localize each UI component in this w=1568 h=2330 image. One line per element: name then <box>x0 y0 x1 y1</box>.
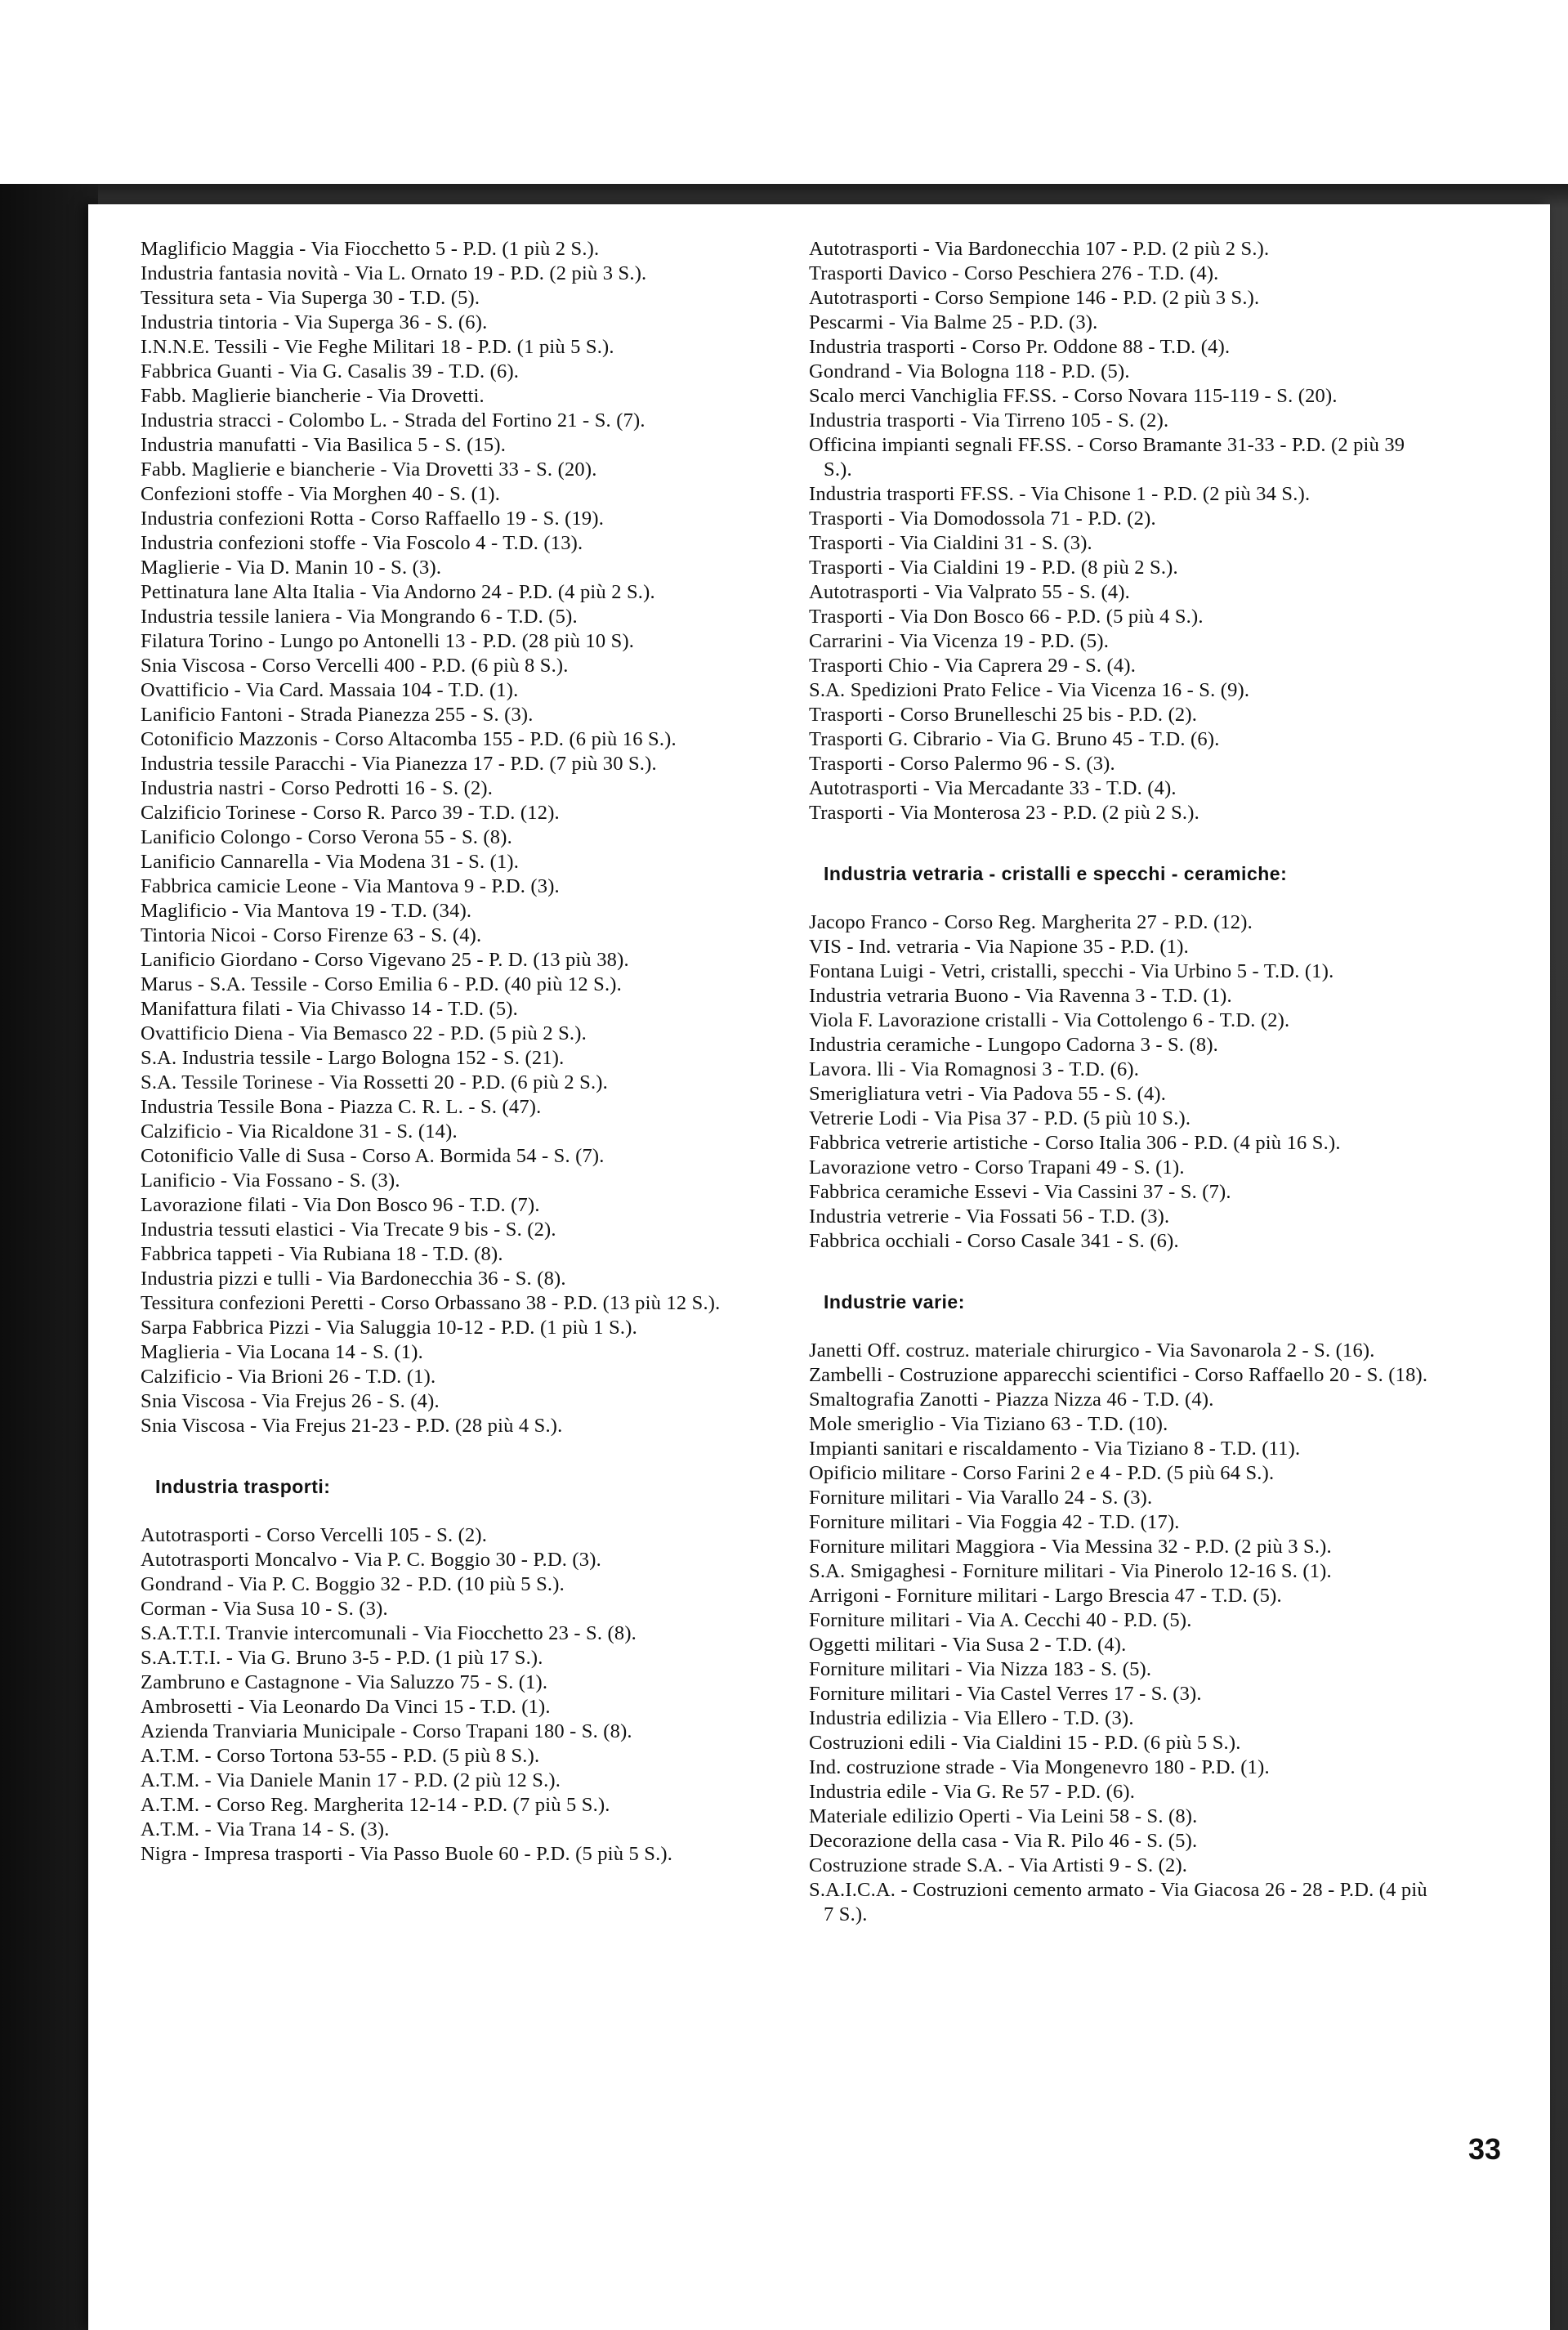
list-item: Maglificio Maggia - Via Fiocchetto 5 - P.D. (1 più 2 S.). <box>141 238 600 260</box>
document-sheet <box>88 204 1550 2330</box>
list-item: Maglieria - Via Locana 14 - S. (1). <box>141 1341 423 1363</box>
list-item: Filatura Torino - Lungo po Antonelli 13 - P.D. (28 più 10 S). <box>141 630 635 652</box>
list-item: Nigra - Impresa trasporti - Via Passo Buole 60 - P.D. (5 più 5 S.). <box>141 1843 673 1865</box>
list-item: Forniture militari - Via Foggia 42 - T.D. (17). <box>809 1511 1180 1533</box>
list-item: Industria confezioni stoffe - Via Foscolo 4 - T.D. (13). <box>141 532 583 554</box>
misc-entry-list <box>809 1339 1438 1927</box>
list-item: Autotrasporti - Via Mercadante 33 - T.D. (4). <box>809 777 1177 799</box>
list-item: S.A.I.C.A. - Costruzioni cemento armato - Via Giacosa 26 - 28 - P.D. (4 più 7 S.). <box>809 1879 1427 1925</box>
list-item: Ambrosetti - Via Leonardo Da Vinci 15 - T.D. (1). <box>141 1696 551 1718</box>
list-item: Lanificio - Via Fossano - S. (3). <box>141 1169 400 1192</box>
list-item: Officina impianti segnali FF.SS. - Corso Bramante 31-33 - P.D. (2 più 39 S.). <box>809 434 1405 481</box>
list-item: Industria ceramiche - Lungopo Cadorna 3 - S. (8). <box>809 1034 1219 1056</box>
list-item: Ind. costruzione strade - Via Mongenevro 180 - P.D. (1). <box>809 1756 1270 1778</box>
transport-entry-list <box>141 1523 770 1867</box>
glass-entry-list <box>809 910 1438 1254</box>
list-item: Azienda Tranviaria Municipale - Corso Trapani 180 - S. (8). <box>141 1720 632 1742</box>
list-item: Scalo merci Vanchiglia FF.SS. - Corso Novara 115-119 - S. (20). <box>809 385 1338 407</box>
list-item: Confezioni stoffe - Via Morghen 40 - S. (1). <box>141 483 501 505</box>
list-item: Viola F. Lavorazione cristalli - Via Cottolengo 6 - T.D. (2). <box>809 1009 1290 1031</box>
list-item: Industria confezioni Rotta - Corso Raffaello 19 - S. (19). <box>141 508 605 530</box>
list-item: Industria tessile Paracchi - Via Pianezza 17 - P.D. (7 più 30 S.). <box>141 753 657 775</box>
list-item: S.A. Spedizioni Prato Felice - Via Vicenza 16 - S. (9). <box>809 679 1250 701</box>
scan-left-edge <box>0 184 98 2330</box>
list-item: Industria trasporti - Corso Pr. Oddone 88 - T.D. (4). <box>809 336 1231 358</box>
list-item: Vetrerie Lodi - Via Pisa 37 - P.D. (5 più 10 S.). <box>809 1107 1191 1129</box>
list-item: Gondrand - Via P. C. Boggio 32 - P.D. (10 più 5 S.). <box>141 1573 565 1595</box>
list-item: Lavora. lli - Via Romagnosi 3 - T.D. (6). <box>809 1058 1140 1080</box>
list-item: Trasporti - Via Domodossola 71 - P.D. (2). <box>809 508 1156 530</box>
list-item: Industria vetrerie - Via Fossati 56 - T.D. (3). <box>809 1205 1170 1228</box>
list-item: Lanificio Cannarella - Via Modena 31 - S. (1). <box>141 851 520 873</box>
list-item: Pettinatura lane Alta Italia - Via Andorno 24 - P.D. (4 più 2 S.). <box>141 581 655 603</box>
list-item: Costruzioni edili - Via Cialdini 15 - P.D. (6 più 5 S.). <box>809 1732 1241 1754</box>
list-item: Trasporti - Corso Palermo 96 - S. (3). <box>809 753 1115 775</box>
list-item: Tessitura confezioni Peretti - Corso Orbassano 38 - P.D. (13 più 12 S.). <box>141 1292 721 1314</box>
list-item: Trasporti - Corso Brunelleschi 25 bis - P.D. (2). <box>809 704 1198 726</box>
list-item: Industria Tessile Bona - Piazza C. R. L. - S. (47). <box>141 1096 542 1118</box>
list-item: Marus - S.A. Tessile - Corso Emilia 6 - P.D. (40 più 12 S.). <box>141 973 622 995</box>
list-item: A.T.M. - Via Daniele Manin 17 - P.D. (2 più 12 S.). <box>141 1769 561 1791</box>
list-item: Corman - Via Susa 10 - S. (3). <box>141 1598 388 1620</box>
list-item: Snia Viscosa - Via Frejus 26 - S. (4). <box>141 1390 440 1412</box>
list-item: Fabbrica camicie Leone - Via Mantova 9 - P.D. (3). <box>141 875 560 897</box>
list-item: Calzificio - Via Ricaldone 31 - S. (14). <box>141 1120 458 1143</box>
list-item: Fabbrica Guanti - Via G. Casalis 39 - T.D. (6). <box>141 360 520 382</box>
list-item: Costruzione strade S.A. - Via Artisti 9 - S. (2). <box>809 1854 1188 1876</box>
list-item: Cotonificio Valle di Susa - Corso A. Bormida 54 - S. (7). <box>141 1145 605 1167</box>
list-item: S.A. Industria tessile - Largo Bologna 152 - S. (21). <box>141 1047 565 1069</box>
list-item: Ovattificio Diena - Via Bemasco 22 - P.D. (5 più 2 S.). <box>141 1022 587 1044</box>
list-item: Industria vetraria Buono - Via Ravenna 3 - T.D. (1). <box>809 985 1232 1007</box>
right-column <box>809 237 1438 1927</box>
list-item: Arrigoni - Forniture militari - Largo Brescia 47 - T.D. (5). <box>809 1585 1282 1607</box>
list-item: Autotrasporti - Corso Sempione 146 - P.D. (2 più 3 S.). <box>809 287 1260 309</box>
page-number: 33 <box>1467 2132 1501 2166</box>
list-item: Snia Viscosa - Corso Vercelli 400 - P.D. (6 più 8 S.). <box>141 655 569 677</box>
list-item: Fabb. Maglierie e biancherie - Via Drovetti 33 - S. (20). <box>141 458 597 481</box>
list-item: Industria manufatti - Via Basilica 5 - S. (15). <box>141 434 507 456</box>
list-item: Ovattificio - Via Card. Massaia 104 - T.D. (1). <box>141 679 519 701</box>
section-heading-misc: Industrie varie: <box>824 1291 965 1313</box>
left-column <box>141 237 770 1867</box>
list-item: Lanificio Giordano - Corso Vigevano 25 - P. D. (13 più 38). <box>141 949 629 971</box>
list-item: Fabbrica tappeti - Via Rubiana 18 - T.D. (8). <box>141 1243 503 1265</box>
list-item: Snia Viscosa - Via Frejus 21-23 - P.D. (28 più 4 S.). <box>141 1415 563 1437</box>
list-item: A.T.M. - Via Trana 14 - S. (3). <box>141 1818 390 1840</box>
section-heading-transport: Industria trasporti: <box>155 1476 331 1497</box>
list-item: Cotonificio Mazzonis - Corso Altacomba 155 - P.D. (6 più 16 S.). <box>141 728 677 750</box>
list-item: Sarpa Fabbrica Pizzi - Via Saluggia 10-12 - P.D. (1 più 1 S.). <box>141 1317 637 1339</box>
list-item: Lanificio Fantoni - Strada Pianezza 255 - S. (3). <box>141 704 534 726</box>
list-item: I.N.N.E. Tessili - Vie Feghe Militari 18 - P.D. (1 più 5 S.). <box>141 336 614 358</box>
list-item: Manifattura filati - Via Chivasso 14 - T.D. (5). <box>141 998 518 1020</box>
list-item: Trasporti Chio - Via Caprera 29 - S. (4). <box>809 655 1137 677</box>
list-item: Fontana Luigi - Vetri, cristalli, specchi - Via Urbino 5 - T.D. (1). <box>809 960 1334 982</box>
list-item: Industria tessuti elastici - Via Trecate 9 bis - S. (2). <box>141 1219 556 1241</box>
list-item: Industria edile - Via G. Re 57 - P.D. (6). <box>809 1781 1136 1803</box>
list-item: Fabbrica vetrerie artistiche - Corso Italia 306 - P.D. (4 più 16 S.). <box>809 1132 1341 1154</box>
list-item: A.T.M. - Corso Tortona 53-55 - P.D. (5 più 8 S.). <box>141 1745 540 1767</box>
list-item: S.A.T.T.I. Tranvie intercomunali - Via Fiocchetto 23 - S. (8). <box>141 1622 637 1644</box>
list-item: Industria tessile laniera - Via Mongrando 6 - T.D. (5). <box>141 606 578 628</box>
list-item: Autotrasporti - Via Bardonecchia 107 - P.D. (2 più 2 S.). <box>809 238 1270 260</box>
list-item: Zambelli - Costruzione apparecchi scientifici - Corso Raffaello 20 - S. (18). <box>809 1364 1428 1386</box>
list-item: Trasporti - Via Cialdini 31 - S. (3). <box>809 532 1092 554</box>
list-item: Impianti sanitari e riscaldamento - Via Tiziano 8 - T.D. (11). <box>809 1438 1301 1460</box>
list-item: VIS - Ind. vetraria - Via Napione 35 - P.D. (1). <box>809 936 1189 958</box>
list-item: Oggetti militari - Via Susa 2 - T.D. (4). <box>809 1634 1127 1656</box>
list-item: Trasporti Davico - Corso Peschiera 276 - T.D. (4). <box>809 262 1219 284</box>
list-item: Industria pizzi e tulli - Via Bardonecchia 36 - S. (8). <box>141 1268 566 1290</box>
section-heading-glass: Industria vetraria - cristalli e specchi - ceramiche: <box>824 863 1288 884</box>
list-item: Lavorazione filati - Via Don Bosco 96 - T.D. (7). <box>141 1194 540 1216</box>
list-item: Carrarini - Via Vicenza 19 - P.D. (5). <box>809 630 1110 652</box>
list-item: Smaltografia Zanotti - Piazza Nizza 46 - T.D. (4). <box>809 1389 1214 1411</box>
list-item: Pescarmi - Via Balme 25 - P.D. (3). <box>809 311 1098 333</box>
list-item: Industria tintoria - Via Superga 36 - S. (6). <box>141 311 488 333</box>
list-item: Lanificio Colongo - Corso Verona 55 - S. (8). <box>141 826 512 848</box>
list-item: Calzificio Torinese - Corso R. Parco 39 - T.D. (12). <box>141 802 560 824</box>
list-item: Zambruno e Castagnone - Via Saluzzo 75 - S. (1). <box>141 1671 548 1693</box>
list-item: Autotrasporti Moncalvo - Via P. C. Boggio 30 - P.D. (3). <box>141 1549 601 1571</box>
list-item: Smerigliatura vetri - Via Padova 55 - S. (4). <box>809 1083 1167 1105</box>
list-item: Fabbrica occhiali - Corso Casale 341 - S. (6). <box>809 1230 1179 1252</box>
list-item: Industria trasporti FF.SS. - Via Chisone 1 - P.D. (2 più 34 S.). <box>809 483 1311 505</box>
list-item: Calzificio - Via Brioni 26 - T.D. (1). <box>141 1366 436 1388</box>
list-item: Materiale edilizio Operti - Via Leini 58 - S. (8). <box>809 1805 1198 1827</box>
list-item: Forniture militari - Via A. Cecchi 40 - P.D. (5). <box>809 1609 1192 1631</box>
list-item: Janetti Off. costruz. materiale chirurgico - Via Savonarola 2 - S. (16). <box>809 1339 1375 1362</box>
list-item: Autotrasporti - Via Valprato 55 - S. (4). <box>809 581 1130 603</box>
list-item: Lavorazione vetro - Corso Trapani 49 - S. (1). <box>809 1156 1185 1178</box>
list-item: Trasporti - Via Monterosa 23 - P.D. (2 più 2 S.). <box>809 802 1199 824</box>
transport-entry-list-continued <box>809 237 1438 825</box>
list-item: Tessitura seta - Via Superga 30 - T.D. (5). <box>141 287 480 309</box>
list-item: Fabb. Maglierie biancherie - Via Drovetti. <box>141 385 485 407</box>
list-item: Forniture militari - Via Varallo 24 - S. (3). <box>809 1487 1153 1509</box>
list-item: Industria fantasia novità - Via L. Ornato 19 - P.D. (2 più 3 S.). <box>141 262 647 284</box>
list-item: A.T.M. - Corso Reg. Margherita 12-14 - P.D. (7 più 5 S.). <box>141 1794 610 1816</box>
list-item: Mole smeriglio - Via Tiziano 63 - T.D. (10). <box>809 1413 1168 1435</box>
list-item: S.A.T.T.I. - Via G. Bruno 3-5 - P.D. (1 più 17 S.). <box>141 1647 543 1669</box>
list-item: Trasporti - Via Don Bosco 66 - P.D. (5 più 4 S.). <box>809 606 1204 628</box>
left-entry-list <box>141 237 770 1438</box>
list-item: S.A. Smigaghesi - Forniture militari - Via Pinerolo 12-16 S. (1). <box>809 1560 1332 1582</box>
list-item: Forniture militari Maggiora - Via Messina 32 - P.D. (2 più 3 S.). <box>809 1536 1332 1558</box>
list-item: Trasporti G. Cibrario - Via G. Bruno 45 - T.D. (6). <box>809 728 1220 750</box>
list-item: Trasporti - Via Cialdini 19 - P.D. (8 più 2 S.). <box>809 557 1178 579</box>
list-item: Maglierie - Via D. Manin 10 - S. (3). <box>141 557 442 579</box>
list-item: Tintoria Nicoi - Corso Firenze 63 - S. (4). <box>141 924 482 946</box>
list-item: Industria trasporti - Via Tirreno 105 - S. (2). <box>809 409 1169 432</box>
list-item: Industria nastri - Corso Pedrotti 16 - S. (2). <box>141 777 494 799</box>
list-item: Maglificio - Via Mantova 19 - T.D. (34). <box>141 900 472 922</box>
list-item: Jacopo Franco - Corso Reg. Margherita 27 - P.D. (12). <box>809 911 1253 933</box>
list-item: Forniture militari - Via Castel Verres 17 - S. (3). <box>809 1683 1202 1705</box>
list-item: Opificio militare - Corso Farini 2 e 4 - P.D. (5 più 64 S.). <box>809 1462 1275 1484</box>
list-item: Forniture militari - Via Nizza 183 - S. (5). <box>809 1658 1152 1680</box>
list-item: Industria stracci - Colombo L. - Strada del Fortino 21 - S. (7). <box>141 409 646 432</box>
list-item: Gondrand - Via Bologna 118 - P.D. (5). <box>809 360 1130 382</box>
list-item: Autotrasporti - Corso Vercelli 105 - S. (2). <box>141 1524 488 1546</box>
list-item: Decorazione della casa - Via R. Pilo 46 - S. (5). <box>809 1830 1198 1852</box>
list-item: Industria edilizia - Via Ellero - T.D. (3). <box>809 1707 1134 1729</box>
list-item: Fabbrica ceramiche Essevi - Via Cassini 37 - S. (7). <box>809 1181 1231 1203</box>
list-item: S.A. Tessile Torinese - Via Rossetti 20 - P.D. (6 più 2 S.). <box>141 1071 608 1093</box>
